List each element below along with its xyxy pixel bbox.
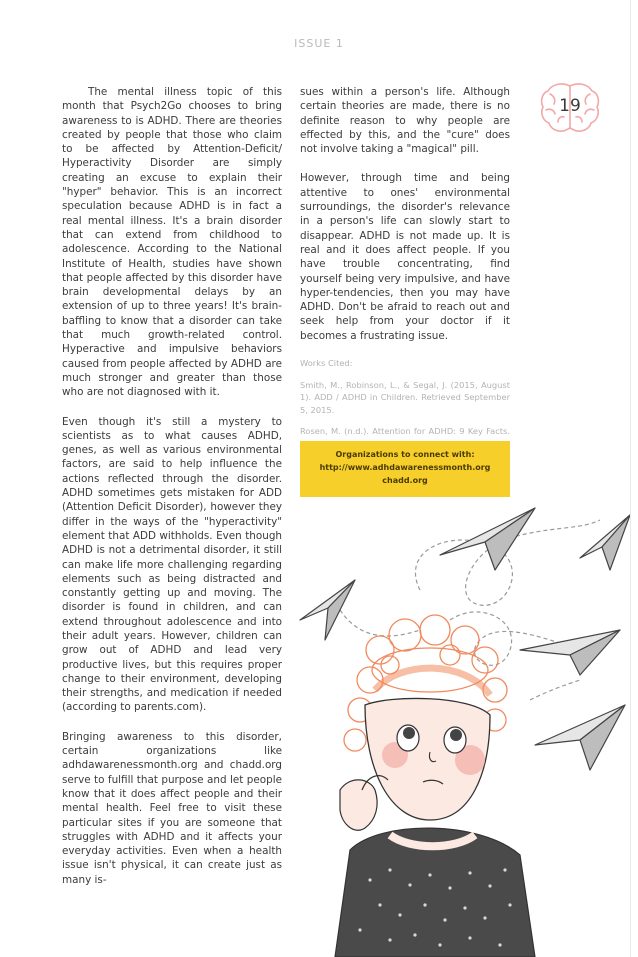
- page-number: 19: [559, 96, 581, 116]
- page-edge-divider: [630, 0, 631, 957]
- article-paragraph: Bringing awareness to this disorder, certain organizations like adhdawarenessmonth.org and chadd.org serve to fulfill that purpose and let people know that it does affect people and their mental health. Feel free to visit these particular sites if you are someone that struggles with ADHD and it affects your everyday activities. Even when a health issue isn't physical, it can create just as many is-: [62, 730, 282, 886]
- works-cited-entry: Smith, M., Robinson, L., & Segal, J. (2015, August 1). ADD / ADHD in Children. Retrieved September 5, 2015.: [300, 379, 510, 415]
- organization-link[interactable]: chadd.org: [382, 476, 428, 485]
- article-paragraph: However, through time and being attentive to ones' environmental surroundings, the disorder's relevance in a person's life can slowly start to disappear. ADHD is not made up. It is real and it does affect people. If you have trouble concentrating, find yourself being very impulsive, and have hyper-tendencies, then you may have ADHD. Don't be afraid to reach out and seek help from your doctor if it becomes a frustrating issue.: [300, 172, 510, 342]
- article-paragraph: The mental illness topic of this month that Psych2Go chooses to bring awareness to is ADHD. There are theories created by people that those who claim to be affected by Attention-Deficit/ Hyperactivity Disorder are simply creating an excuse to explain their "hyper" behavior. This is an incorrect speculation because ADHD is in fact a real mental illness. It's a brain disorder that can extend from childhood to adolescence. According to the National Institute of Health, studies have shown that people affected by this disorder have brain developmental delays by an extension of up to three years! It's brain-baffling to know that a disorder can take that much growth-related control. Hyperactive and impulsive behaviors caused from people affected by ADHD are much stronger and greater than those who are not diagnosed with it.: [62, 86, 282, 399]
- works-cited-heading: Works Cited:: [300, 358, 353, 368]
- paper-plane-icon: [580, 515, 630, 570]
- works-cited-entry: Rosen, M. (n.d.). Attention for ADHD: 9 Key Facts.: [300, 426, 510, 436]
- article-paragraph: Even though it's still a mystery to scientists as to what causes ADHD, genes, as well as various environmental factors, are said to help influence the actions reflected through the disorder. ADHD sometimes gets mistaken for ADD (Attention Deficit Disorder), however they differ in the ways of the "hyperactivity" element that ADD withholds. Even though ADHD is not a detrimental disorder, it still can make life more challenging regarding elements such as being distracted and constantly getting up and moving. The disorder is found in children, and can extend throughout adolescence and into their adult years. However, children can grow out of ADHD and lead very productive lives, but this requires proper change to their environment, developing their strengths, and medication if needed (according to parents.com).: [62, 415, 282, 714]
- article-column-left: [62, 85, 282, 902]
- organization-link[interactable]: http://www.adhdawarenessmonth.org: [319, 463, 491, 472]
- issue-label: ISSUE 1: [294, 37, 344, 50]
- thinking-girl-illustration: [280, 490, 630, 957]
- paper-plane-icon: [535, 705, 625, 770]
- paper-plane-icon: [300, 580, 355, 640]
- organizations-heading: Organizations to connect with:: [335, 450, 475, 459]
- paper-plane-icon: [520, 630, 620, 675]
- article-column-right: [300, 85, 510, 358]
- article-paragraph: sues within a person's life. Although certain theories are made, there is no definite reason to why people are effected by this, and the "cure" does not involve taking a "magical" pill.: [300, 86, 510, 156]
- organizations-box: [300, 441, 510, 497]
- hand: [340, 780, 377, 830]
- paper-plane-icon: [440, 508, 535, 570]
- flight-path-lines: [340, 520, 600, 700]
